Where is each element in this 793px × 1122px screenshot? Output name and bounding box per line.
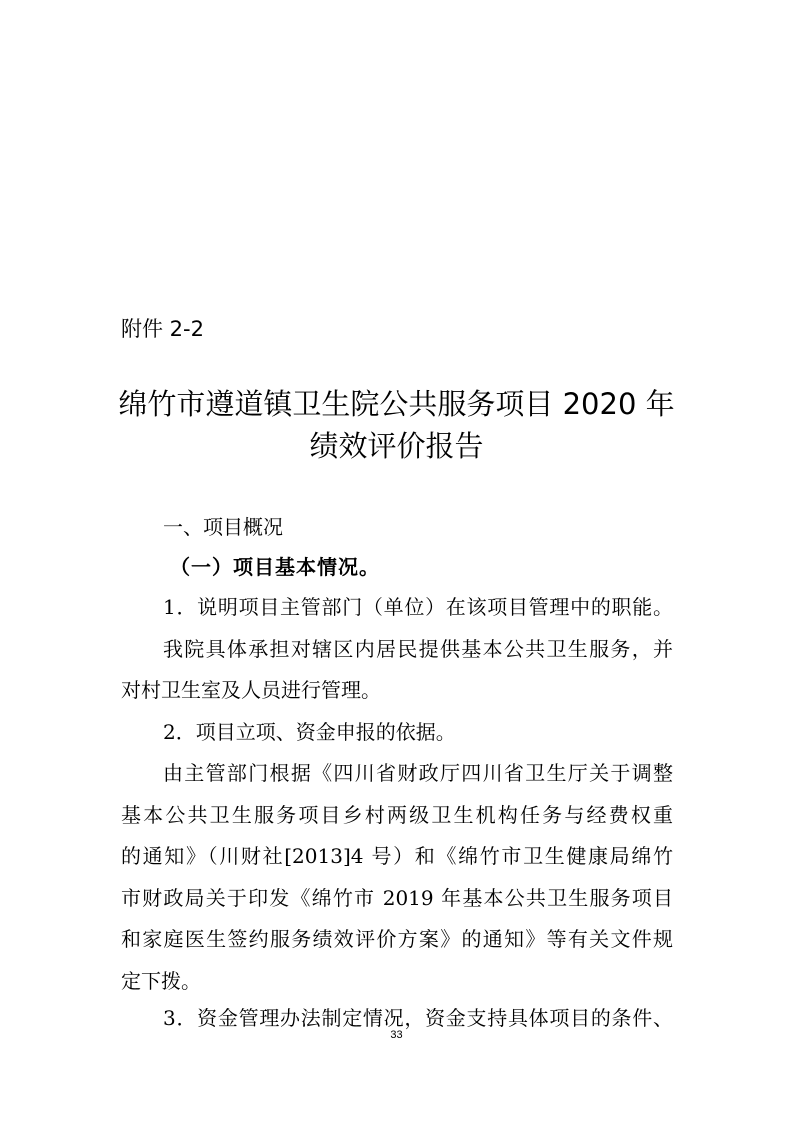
section-heading: 一、项目概况 bbox=[163, 515, 283, 539]
item2-body-line-5: 和家庭医生签约服务绩效评价方案》的通知》等有关文件规 bbox=[121, 927, 673, 951]
page-number: 33 bbox=[390, 1029, 403, 1041]
report-title-line-2: 绩效评价报告 bbox=[309, 429, 484, 463]
item1-label: 1．说明项目主管部门（单位）在该项目管理中的职能。 bbox=[163, 595, 673, 619]
annex-label: 附件 2-2 bbox=[121, 317, 204, 341]
item2-body-line-2: 基本公共卫生服务项目乡村两级卫生机构任务与经费权重 bbox=[121, 803, 673, 827]
item1-body-line-2: 对村卫生室及人员进行管理。 bbox=[121, 678, 381, 702]
report-title-line-1: 绵竹市遵道镇卫生院公共服务项目 2020 年 bbox=[118, 387, 675, 421]
item2-body-line-6: 定下拨。 bbox=[121, 969, 201, 993]
item3-label: 3．资金管理办法制定情况，资金支持具体项目的条件、 bbox=[163, 1006, 673, 1030]
item2-label: 2．项目立项、资金申报的依据。 bbox=[163, 720, 456, 744]
item2-body-line-3: 的通知》（川财社[2013]4 号）和《绵竹市卫生健康局绵竹 bbox=[121, 844, 673, 868]
item1-body-line-1: 我院具体承担对辖区内居民提供基本公共卫生服务，并 bbox=[163, 637, 673, 661]
subsection-heading: （一）项目基本情况。 bbox=[170, 555, 380, 579]
item2-body-line-1: 由主管部门根据《四川省财政厅四川省卫生厅关于调整 bbox=[163, 761, 673, 785]
item2-body-line-4: 市财政局关于印发《绵竹市 2019 年基本公共卫生服务项目 bbox=[121, 886, 673, 910]
